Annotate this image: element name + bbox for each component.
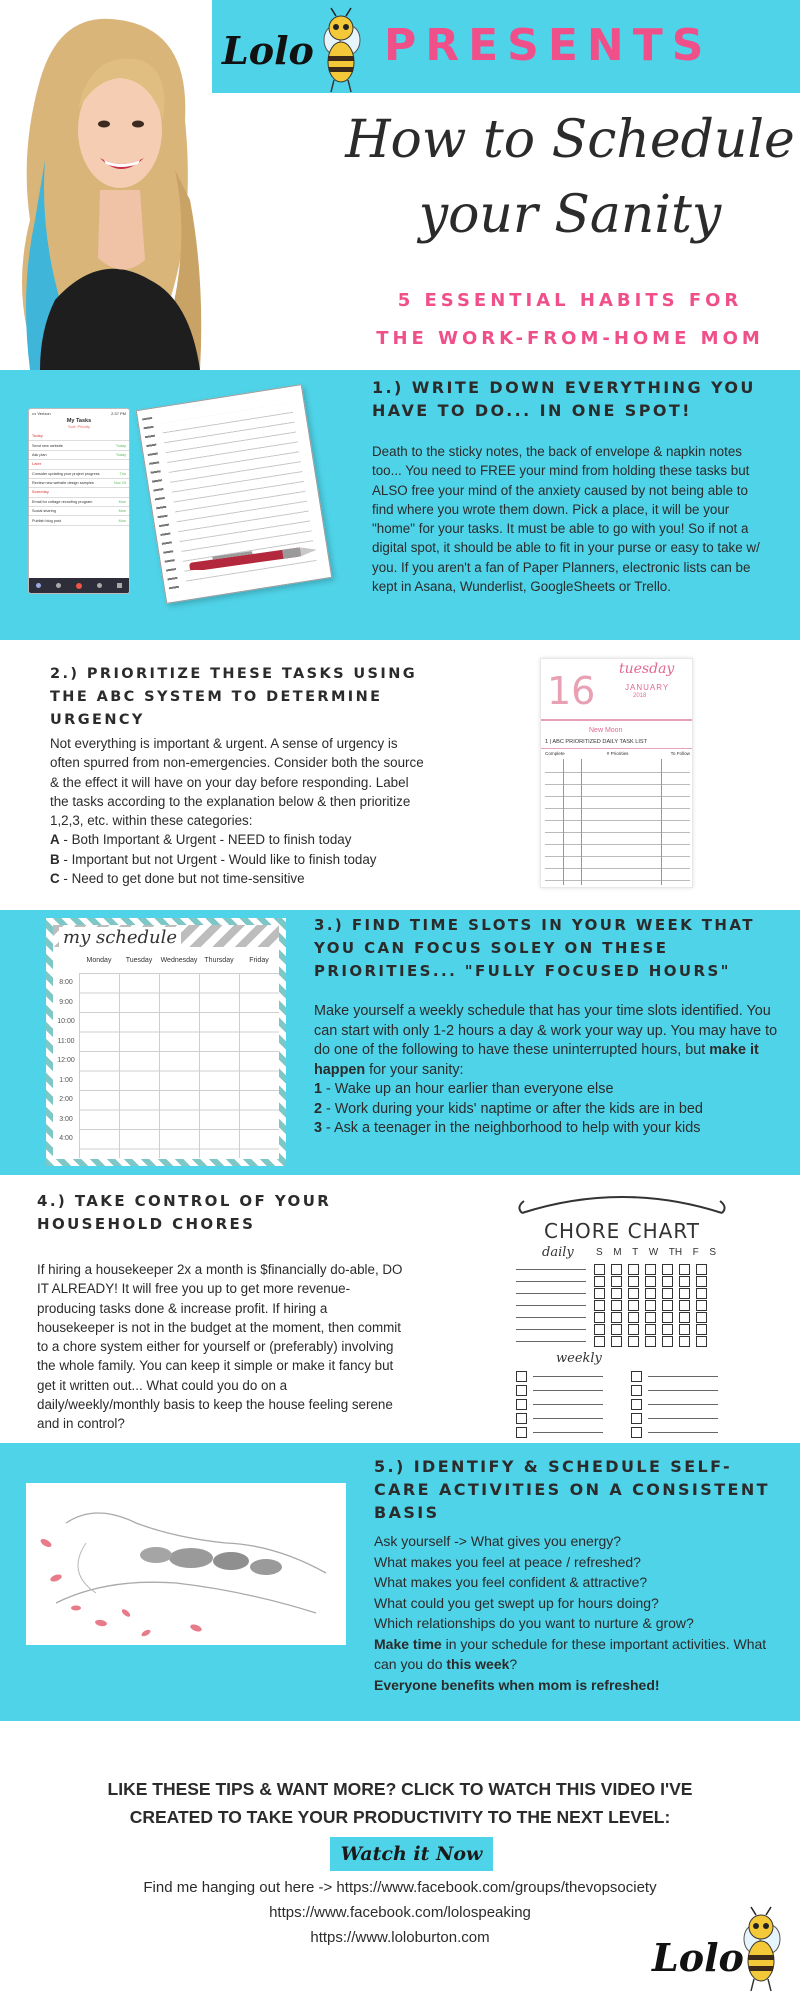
schedule-time-label: 3:00 [59, 1115, 73, 1123]
chore-checkbox [696, 1264, 707, 1275]
chore-checkbox [662, 1288, 673, 1299]
notebook-image [136, 384, 333, 604]
abc-item-key: A [50, 832, 60, 848]
chore-checkbox [645, 1336, 656, 1347]
phone-task-label: Send new website [32, 443, 63, 448]
chore-checkbox [679, 1312, 690, 1323]
section-4 [0, 1175, 800, 1443]
chore-daily-row [516, 1299, 726, 1311]
phone-task-label: Consider updating your project progress [32, 471, 100, 476]
chore-checkbox [679, 1276, 690, 1287]
planner-col-complete: Complete [545, 751, 565, 756]
chore-checkbox [645, 1288, 656, 1299]
section-5-body [374, 1531, 774, 1695]
chore-day-label: TH [668, 1247, 683, 1258]
chore-checkbox [679, 1288, 690, 1299]
watch-now-button[interactable]: Watch it Now [330, 1837, 493, 1871]
chore-weekly-row [516, 1411, 726, 1425]
schedule-day-header: Friday [249, 957, 269, 964]
chore-checkbox [611, 1288, 622, 1299]
pen-icon [183, 546, 323, 570]
phone-task-row [29, 498, 129, 507]
phone-title: My Tasks [66, 418, 92, 424]
selfcare-question: What could you get swept up for hours doing? [374, 1594, 659, 1611]
chore-line [533, 1432, 603, 1433]
section-2 [0, 640, 800, 910]
chore-checkbox [628, 1264, 639, 1275]
planner-col-priorities: # Priorities [606, 751, 629, 756]
section-1-body: Death to the sticky notes, the back of envelope & napkin notes too... You need to FREE your mind from holding these tasks but ALSO free your mind of the anxiety caused by not being able to find where you wrote them down. Pick a place, it will be your "home" for your tasks. It must be able to go with you! So if not a digital spot, it should be able to fit in your purse or easy to take w/ you. If you aren't a fan of Paper Planners, electronic lists can be kept in Asana, Wunderlist, GoogleSheets or Trello. [372, 444, 760, 595]
chore-checkbox [645, 1276, 656, 1287]
planner-list-title: 1 | ABC PRIORITIZED DAILY TASK LIST [545, 739, 648, 745]
section-3-body-start: Make yourself a weekly schedule that has your time slots identified. You can start with only 1-2 hours a day & work your way up. You may have to do one of the following to have these uninterrupted hours, but [314, 1003, 778, 1058]
chore-checkbox [516, 1371, 527, 1382]
chore-checkbox [631, 1427, 642, 1438]
chore-line [516, 1281, 586, 1282]
numbered-item-key: 1 [314, 1081, 323, 1097]
maketime-text [374, 1634, 774, 1675]
chore-checkbox [631, 1413, 642, 1424]
chore-daily-row [516, 1335, 726, 1347]
selfcare-question: Ask yourself -> What gives you energy? [374, 1533, 622, 1549]
chore-weekly-row [516, 1383, 726, 1397]
chore-line [533, 1376, 603, 1377]
numbered-item [314, 1119, 784, 1139]
chore-day-label: S [596, 1247, 603, 1258]
chore-daily-row [516, 1275, 726, 1287]
schedule-time-label: 11:00 [57, 1037, 75, 1045]
chore-checkbox [594, 1288, 605, 1299]
chore-checkbox [611, 1312, 622, 1323]
chore-weekly-row [516, 1425, 726, 1439]
chore-day-label: S [709, 1247, 716, 1258]
chore-checkbox [516, 1385, 527, 1396]
chore-checkbox [516, 1399, 527, 1410]
chore-checkbox [594, 1336, 605, 1347]
phone-group-header [29, 460, 129, 469]
chore-checkbox [645, 1300, 656, 1311]
section-2-heading: 2.) PRIORITIZE THESE TASKS USING THE ABC SYSTEM TO DETERMINE URGENCY [50, 666, 418, 728]
chore-checkbox [628, 1312, 639, 1323]
section-2-body [50, 734, 430, 888]
section-4-body: If hiring a housekeeper 2x a month is $financially do-able, DO IT ALREADY! It will free you up to get more revenue-producing tasks done & increase profit. If hiring a housekeeper is not in the budget at the moment, then commit to a chore system either for yourself or (preferably) involving the whole family. You can keep it simple or make it fancy but get it written out... What could you do on a daily/weekly/monthly basis to keep the house feeling serene and in control? [37, 1262, 403, 1432]
chore-checkbox [516, 1413, 527, 1424]
woman-portrait [0, 0, 212, 370]
chore-daily-row [516, 1287, 726, 1299]
phone-task-date: Mon [118, 509, 126, 514]
schedule-time-label: 12:00 [57, 1057, 75, 1064]
phone-task-label: Publish blog post [32, 518, 61, 523]
chore-checkbox [611, 1300, 622, 1311]
chore-line [648, 1390, 718, 1391]
chore-checkbox [679, 1264, 690, 1275]
schedule-time-label: 2:00 [59, 1096, 73, 1103]
schedule-time-label: 8:00 [59, 979, 73, 986]
subtitle-line2: THE WORK-FROM-HOME MOM [376, 328, 764, 349]
abc-item-key: B [50, 851, 60, 867]
phone-task-label: Ask plan [32, 452, 47, 457]
schedule-image [46, 918, 286, 1166]
maketime-rest: in your schedule for these important activities. What can you do [374, 1635, 767, 1672]
footer-logo-text: Lolo [652, 1935, 744, 1980]
chore-checkbox [662, 1300, 673, 1311]
numbered-item-text: - Ask a teenager in the neighborhood to help with your kids [322, 1120, 701, 1136]
phone-task-row [29, 470, 129, 479]
chore-daily-row [516, 1263, 726, 1275]
chore-checkbox [645, 1312, 656, 1323]
abc-item-text: - Both Important & Urgent - NEED to finish today [59, 832, 352, 848]
chore-weekly-row [516, 1369, 726, 1383]
phone-task-row [29, 479, 129, 488]
chore-checkbox [628, 1288, 639, 1299]
selfcare-question: Which relationships do you want to nurture & grow? [374, 1615, 694, 1631]
chore-daily-label: daily [542, 1245, 574, 1260]
selfcare-question: What makes you feel confident & attractive? [374, 1574, 648, 1590]
planner-month: JANUARY [625, 683, 670, 692]
chore-checkbox [628, 1324, 639, 1335]
chore-checkbox [679, 1336, 690, 1347]
selfcare-question: What makes you feel at peace / refreshed? [374, 1553, 641, 1570]
schedule-day-header: Tuesday [125, 957, 153, 964]
chore-checkbox [631, 1371, 642, 1382]
phone-group-header [29, 488, 129, 497]
phone-task-date: Today [115, 443, 126, 448]
abc-item-text: - Important but not Urgent - Would like to finish today [59, 851, 377, 867]
facebook-page-link[interactable]: https://www.facebook.com/lolospeaking [269, 1904, 531, 1921]
planner-page [540, 658, 693, 888]
website-link[interactable]: https://www.loloburton.com [310, 1929, 490, 1946]
phone-task-row [29, 451, 129, 460]
phone-task-label: Today [32, 434, 43, 439]
chore-chart-title: CHORE CHART [544, 1219, 700, 1243]
section-2-intro: Not everything is important & urgent. A sense of urgency is often spurred from non-emergencies. Consider both the source & the effect it will have on your day before responding. Label the tasks according to the explanation below & then prioritize 1,2,3, etc. within these categories: [50, 736, 424, 829]
chore-checkbox [516, 1427, 527, 1438]
phone-task-label: Social sharing [32, 509, 56, 514]
cta-section [0, 1721, 800, 2000]
abc-item [50, 850, 430, 869]
schedule-time-label: 10:00 [57, 1018, 75, 1025]
abc-item [50, 869, 430, 888]
chore-checkbox [662, 1276, 673, 1287]
footer-bee-icon [736, 1905, 786, 1993]
presents-label: PRESENTS [384, 20, 713, 71]
chore-day-label: W [648, 1247, 659, 1258]
schedule-title: my schedule [59, 927, 181, 948]
section-5 [0, 1443, 800, 1721]
abc-item-key: C [50, 871, 60, 887]
chore-line [648, 1376, 718, 1377]
section-3 [0, 910, 800, 1175]
numbered-item [314, 1100, 784, 1120]
phone-task-label: Later [32, 462, 42, 467]
chore-checkbox [594, 1300, 605, 1311]
schedule-day-header: Wednesday [160, 957, 198, 964]
page-title-line2: your Sanity [418, 185, 722, 245]
chore-daily-row [516, 1323, 726, 1335]
chore-checkbox [631, 1399, 642, 1410]
thisweek-end: ? [509, 1656, 518, 1672]
chore-checkbox [696, 1324, 707, 1335]
section-5-heading: 5.) IDENTIFY & SCHEDULE SELF-CARE ACTIVITIES ON A CONSISTENT BASIS [374, 1457, 770, 1522]
chore-checkbox [662, 1264, 673, 1275]
phone-task-label: Review new website design samples [32, 481, 94, 486]
chore-line [516, 1305, 586, 1306]
chore-line [533, 1390, 603, 1391]
chore-checkbox [631, 1385, 642, 1396]
chore-checkbox [696, 1288, 707, 1299]
thisweek-bold: this week [446, 1656, 510, 1672]
phone-task-list [29, 432, 129, 526]
chore-checkbox [611, 1324, 622, 1335]
chore-day-label: M [613, 1247, 622, 1258]
chore-checkbox [628, 1336, 639, 1347]
numbered-item [314, 1080, 784, 1100]
section-3-body-bold: make it happen [314, 1042, 759, 1078]
phone-carrier: ••• Verizon [32, 411, 51, 416]
abc-item [50, 830, 430, 849]
phone-task-date: Nov 20 [113, 481, 126, 486]
schedule-time-label: 1:00 [59, 1076, 73, 1084]
chore-checkbox [696, 1276, 707, 1287]
chore-checkbox [696, 1336, 707, 1347]
chore-checkbox [645, 1324, 656, 1335]
numbered-list [314, 1080, 784, 1139]
chore-line [533, 1404, 603, 1405]
chore-weekly-row [516, 1397, 726, 1411]
chore-checkbox [662, 1324, 673, 1335]
chore-checkbox [696, 1312, 707, 1323]
cta-line1: LIKE THESE TIPS & WANT MORE? CLICK TO WATCH THIS VIDEO I'VE [107, 1779, 693, 1799]
phone-task-label: Email for cottage recruiting program [32, 499, 93, 504]
selfcare-closing: Everyone benefits when mom is refreshed! [374, 1676, 660, 1693]
schedule-time-label: 9:00 [59, 998, 73, 1006]
phone-tabbar [29, 578, 129, 593]
chore-checkbox [662, 1312, 673, 1323]
chore-line [516, 1269, 586, 1270]
bee-icon [316, 6, 366, 94]
chore-checkbox [611, 1336, 622, 1347]
chore-line [516, 1293, 586, 1294]
chore-weekly-label: weekly [556, 1351, 602, 1366]
schedule-time-label: 4:00 [59, 1135, 73, 1142]
numbered-item-text: - Wake up an hour earlier than everyone else [322, 1081, 614, 1097]
planner-year: 2018 [633, 693, 647, 699]
chore-checkbox [679, 1324, 690, 1335]
phone-task-date: Mon [118, 518, 126, 523]
chore-line [516, 1341, 586, 1342]
chore-line [516, 1329, 586, 1330]
numbered-item-key: 2 [314, 1100, 323, 1117]
section-3-body-end: for your sanity: [365, 1061, 464, 1078]
planner-moon: New Moon [589, 727, 623, 734]
phone-mockup [28, 408, 130, 594]
chore-day-label: T [632, 1247, 639, 1258]
numbered-item-text: - Work during your kids' naptime or after the kids are in bed [322, 1100, 703, 1117]
section-3-heading: 3.) FIND TIME SLOTS IN YOUR WEEK THAT YOU CAN FOCUS SOLEY ON THESE PRIORITIES... "FULLY FOCUSED HOURS" [314, 916, 755, 980]
numbered-item-key: 3 [314, 1120, 323, 1136]
facebook-group-link[interactable]: Find me hanging out here -> https://www.facebook.com/groups/thevopsociety [143, 1879, 657, 1896]
abc-item-text: - Need to get done but not time-sensitive [59, 871, 305, 887]
chore-checkbox [611, 1264, 622, 1275]
phone-group-header [29, 432, 129, 441]
chore-checkbox [594, 1276, 605, 1287]
chore-checkbox [696, 1300, 707, 1311]
chore-chart-image [512, 1185, 732, 1441]
chore-checkbox [594, 1264, 605, 1275]
chore-checkbox [645, 1264, 656, 1275]
chore-checkbox [628, 1300, 639, 1311]
phone-task-label: Someday [32, 490, 49, 495]
planner-day-name: tuesday [619, 661, 675, 677]
chore-line [533, 1418, 603, 1419]
phone-task-row [29, 507, 129, 516]
chore-line [648, 1432, 718, 1433]
section-1 [0, 370, 800, 640]
chore-line [648, 1404, 718, 1405]
logo-text: Lolo [222, 28, 314, 73]
section-1-heading: 1.) WRITE DOWN EVERYTHING YOU HAVE TO DO... IN ONE SPOT! [372, 378, 756, 420]
chore-checkbox [594, 1324, 605, 1335]
schedule-day-header: Thursday [204, 957, 234, 964]
subtitle-line1: 5 ESSENTIAL HABITS FOR [397, 290, 743, 311]
chore-day-label: F [692, 1247, 699, 1258]
cta-line2: CREATED TO TAKE YOUR PRODUCTIVITY TO THE NEXT LEVEL: [129, 1807, 671, 1827]
section-4-heading: 4.) TAKE CONTROL OF YOUR HOUSEHOLD CHORES [37, 1192, 332, 1233]
phone-task-row [29, 516, 129, 525]
chore-checkbox [662, 1336, 673, 1347]
planner-day-number: 16 [547, 669, 596, 713]
chore-checkbox [679, 1300, 690, 1311]
phone-task-date: Mon [118, 499, 126, 504]
planner-col-follow: To Follow [670, 751, 690, 756]
schedule-day-header: Monday [86, 957, 112, 964]
chore-line [516, 1317, 586, 1318]
phone-time: 2:37 PM [111, 411, 126, 416]
phone-subtitle: Sort: Priority [67, 424, 90, 429]
chore-checkbox [611, 1276, 622, 1287]
phone-task-date: Thu [119, 471, 126, 476]
abc-list [50, 830, 430, 888]
section-3-body [314, 1002, 784, 1139]
phone-task-date: Today [115, 452, 126, 457]
reclining-woman-sketch [26, 1483, 346, 1645]
page-title-line1: How to Schedule [345, 110, 795, 170]
chore-daily-row [516, 1311, 726, 1323]
selfcare-questions [374, 1531, 774, 1634]
chore-line [648, 1418, 718, 1419]
maketime-bold: Make time [374, 1635, 442, 1652]
phone-task-row [29, 441, 129, 450]
chore-checkbox [594, 1312, 605, 1323]
chore-checkbox [628, 1276, 639, 1287]
